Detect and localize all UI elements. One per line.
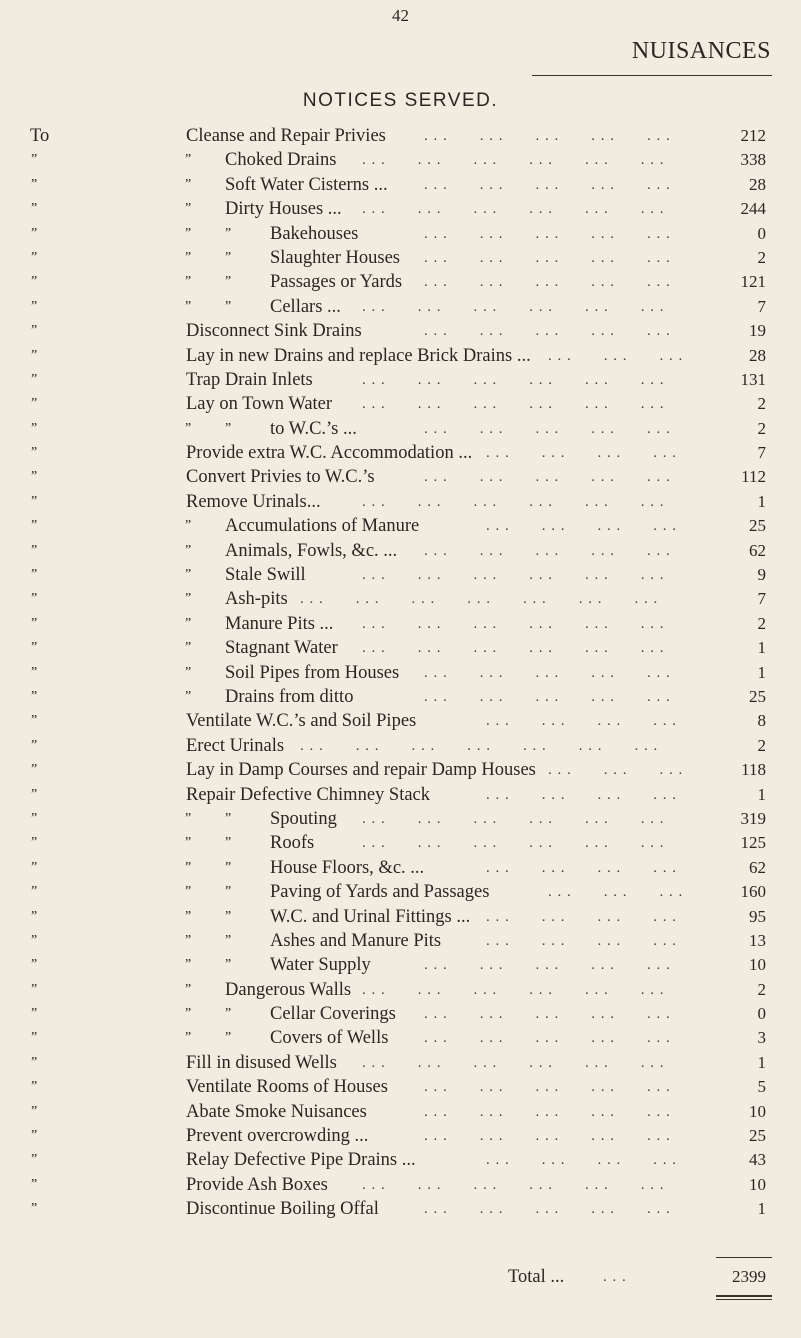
row-label: Repair Defective Chimney Stack xyxy=(186,784,431,805)
ditto-mark: ” xyxy=(185,591,192,607)
ditto-mark: ” xyxy=(225,249,232,265)
row-label: Covers of Wells xyxy=(270,1028,389,1049)
dot-leader: . . . . . . . . . . . . . . . xyxy=(424,249,671,266)
row-prefix: ” xyxy=(31,176,38,192)
dot-leader: . . . . . . . . . . . . . . . xyxy=(424,469,671,486)
total-leader: . . . xyxy=(603,1269,627,1285)
row-label: Accumulations of Manure xyxy=(225,516,420,537)
row-prefix: To xyxy=(30,126,50,146)
row-prefix: ” xyxy=(31,567,38,583)
row-label: Ash-pits xyxy=(225,589,288,610)
ditto-mark: ” xyxy=(185,835,192,851)
dot-leader: . . . . . . . . . . . . . . . xyxy=(424,542,671,559)
row-label: Roofs xyxy=(270,833,315,854)
row-value: 10 xyxy=(749,1174,766,1194)
row-label: Disconnect Sink Drains xyxy=(186,321,362,342)
row-value: 25 xyxy=(749,516,766,536)
dot-leader: . . . . . . . . . . . . xyxy=(486,932,677,949)
row-prefix: ” xyxy=(31,1054,38,1070)
ditto-mark: ” xyxy=(185,908,192,924)
dot-leader: . . . . . . . . . . . . xyxy=(486,713,677,730)
row-label: Slaughter Houses xyxy=(270,247,400,268)
row-value: 62 xyxy=(749,540,766,560)
dot-leader: . . . . . . . . . . . . xyxy=(486,518,677,535)
ditto-mark: ” xyxy=(185,981,192,997)
ditto-mark: ” xyxy=(225,859,232,875)
row-label: Dangerous Walls xyxy=(225,979,352,1000)
row-label: Remove Urinals... xyxy=(186,491,321,512)
row-label: Choked Drains xyxy=(225,150,337,171)
row-value: 13 xyxy=(749,930,766,950)
table-row xyxy=(0,344,801,368)
row-label: Soft Water Cisterns ... xyxy=(225,174,388,195)
dot-leader: . . . . . . . . . . . . . . . . . . xyxy=(362,835,665,852)
ditto-mark: ” xyxy=(185,640,192,656)
row-label: Cleanse and Repair Privies xyxy=(186,126,386,146)
dot-leader: . . . . . . . . . xyxy=(548,884,684,901)
dot-leader: . . . . . . . . . . . . . . . . . . xyxy=(362,396,665,413)
row-prefix: ” xyxy=(31,737,38,753)
row-label: Abate Smoke Nuisances xyxy=(186,1101,367,1122)
table-row xyxy=(0,1051,801,1075)
row-prefix: ” xyxy=(31,518,38,534)
table-row xyxy=(0,685,801,709)
row-label: Ashes and Manure Pits xyxy=(270,930,442,951)
dot-leader: . . . . . . . . . . . . . . . . . . xyxy=(362,615,665,632)
dot-leader: . . . . . . . . . . . . . . . . . . xyxy=(362,810,665,827)
dot-leader: . . . . . . . . . . . . xyxy=(486,1152,677,1169)
dot-leader: . . . . . . . . . . . . . . . xyxy=(424,688,671,705)
dot-leader: . . . . . . . . . . . . . . . . . . xyxy=(362,981,665,998)
table-row xyxy=(0,392,801,416)
row-label: Spouting xyxy=(270,808,337,829)
table-row xyxy=(0,709,801,733)
row-prefix: ” xyxy=(31,420,38,436)
row-prefix: ” xyxy=(31,1030,38,1046)
row-value: 43 xyxy=(749,1150,766,1170)
table-heading: NOTICES SERVED. xyxy=(302,90,499,111)
ditto-mark: ” xyxy=(185,518,192,534)
ditto-mark: ” xyxy=(225,835,232,851)
table-row xyxy=(0,539,801,563)
row-prefix: ” xyxy=(31,786,38,802)
ditto-mark: ” xyxy=(185,810,192,826)
row-prefix: ” xyxy=(31,542,38,558)
ditto-mark: ” xyxy=(225,274,232,290)
row-value: 319 xyxy=(740,808,766,828)
dot-leader: . . . . . . . . . . . . . . . . . . xyxy=(362,152,665,169)
row-value: 9 xyxy=(757,565,766,585)
row-value: 125 xyxy=(740,833,766,853)
row-prefix: ” xyxy=(31,762,38,778)
row-prefix: ” xyxy=(31,713,38,729)
dot-leader: . . . . . . . . . . . . . . . xyxy=(424,1128,671,1145)
dot-leader: . . . . . . . . . xyxy=(548,762,684,779)
total-row xyxy=(0,1264,801,1290)
table-row xyxy=(0,465,801,489)
row-prefix: ” xyxy=(31,1152,38,1168)
ditto-mark: ” xyxy=(185,567,192,583)
row-value: 0 xyxy=(757,1004,766,1024)
row-label: Drains from ditto xyxy=(225,686,354,707)
row-prefix: ” xyxy=(31,225,38,241)
dot-leader: . . . . . . . . . . . . . . . . . . . . . xyxy=(300,737,659,754)
row-value: 2 xyxy=(757,735,766,755)
row-label: Cellar Coverings xyxy=(270,1004,396,1025)
ditto-mark: ” xyxy=(185,859,192,875)
row-label: Lay on Town Water xyxy=(186,394,333,415)
table-row xyxy=(0,1148,801,1172)
ditto-mark: ” xyxy=(225,225,232,241)
row-value: 244 xyxy=(740,199,766,219)
dot-leader: . . . . . . . . . . . . . . . . . . . . . xyxy=(300,591,659,608)
row-label: Stagnant Water xyxy=(225,638,338,659)
row-prefix: ” xyxy=(31,1079,38,1095)
row-label: Prevent overcrowding ... xyxy=(186,1126,369,1147)
ditto-mark: ” xyxy=(225,908,232,924)
table-row xyxy=(0,587,801,611)
row-label: to W.C.’s ... xyxy=(270,418,357,439)
table-row xyxy=(0,222,801,246)
ditto-mark: ” xyxy=(185,615,192,631)
row-label: Provide Ash Boxes xyxy=(186,1174,328,1195)
row-prefix: ” xyxy=(31,1006,38,1022)
row-prefix: ” xyxy=(31,249,38,265)
row-label: Bakehouses xyxy=(270,223,359,244)
table-row xyxy=(0,831,801,855)
dot-leader: . . . . . . . . . . . . . . . xyxy=(424,176,671,193)
row-prefix: ” xyxy=(31,981,38,997)
row-value: 28 xyxy=(749,174,766,194)
row-label: House Floors, &c. ... xyxy=(270,857,425,878)
dot-leader: . . . . . . . . . . . . . . . . . . xyxy=(362,298,665,315)
ditto-mark: ” xyxy=(185,688,192,704)
row-value: 160 xyxy=(740,882,766,902)
row-value: 131 xyxy=(740,369,766,389)
row-label: Ventilate Rooms of Houses xyxy=(186,1077,388,1098)
row-value: 62 xyxy=(749,857,766,877)
table-row xyxy=(0,758,801,782)
row-label: Fill in disused Wells xyxy=(186,1052,337,1073)
table-row xyxy=(0,124,801,148)
table-row xyxy=(0,905,801,929)
dot-leader: . . . . . . . . . . . . . . . . . . xyxy=(362,567,665,584)
total-rule xyxy=(716,1257,772,1258)
row-prefix: ” xyxy=(31,396,38,412)
total-value: 2399 xyxy=(732,1267,766,1286)
dot-leader: . . . . . . . . . . . . . . . . . . xyxy=(362,1054,665,1071)
row-value: 0 xyxy=(757,223,766,243)
row-prefix: ” xyxy=(31,664,38,680)
row-prefix: ” xyxy=(31,1176,38,1192)
ditto-mark: ” xyxy=(185,664,192,680)
ditto-mark: ” xyxy=(225,957,232,973)
dot-leader: . . . . . . . . . . . . . . . . . . xyxy=(362,640,665,657)
table-row xyxy=(0,246,801,270)
dot-leader: . . . . . . . . . . . . . . . xyxy=(424,1030,671,1047)
ditto-mark: ” xyxy=(185,249,192,265)
row-prefix: ” xyxy=(31,298,38,314)
row-value: 1 xyxy=(757,662,766,682)
notices-list xyxy=(0,124,801,1222)
ditto-mark: ” xyxy=(185,201,192,217)
dot-leader: . . . . . . . . . . . . xyxy=(486,908,677,925)
row-prefix: ” xyxy=(31,469,38,485)
row-label: Relay Defective Pipe Drains ... xyxy=(186,1150,416,1171)
row-prefix: ” xyxy=(31,201,38,217)
row-prefix: ” xyxy=(31,1201,38,1217)
row-value: 212 xyxy=(740,126,766,145)
row-label: W.C. and Urinal Fittings ... xyxy=(270,906,471,927)
row-value: 25 xyxy=(749,1126,766,1146)
row-value: 7 xyxy=(757,296,766,316)
row-label: Dirty Houses ... xyxy=(225,199,342,220)
row-label: Manure Pits ... xyxy=(225,613,334,634)
table-row xyxy=(0,636,801,660)
dot-leader: . . . . . . . . . . . . . . . . . . xyxy=(362,1176,665,1193)
table-row xyxy=(0,295,801,319)
row-prefix: ” xyxy=(31,323,38,339)
row-label: Provide extra W.C. Accommodation ... xyxy=(186,443,473,464)
dot-leader: . . . . . . . . . . . . . . . xyxy=(424,225,671,242)
row-value: 28 xyxy=(749,345,766,365)
row-value: 25 xyxy=(749,686,766,706)
table-row xyxy=(0,1173,801,1197)
row-label: Water Supply xyxy=(270,955,371,976)
row-value: 3 xyxy=(757,1028,766,1048)
table-row xyxy=(0,319,801,343)
row-label: Paving of Yards and Passages xyxy=(270,882,490,903)
row-prefix: ” xyxy=(31,152,38,168)
total-double-rule xyxy=(716,1295,772,1297)
dot-leader: . . . . . . . . . . . . xyxy=(486,445,677,462)
ditto-mark: ” xyxy=(185,1006,192,1022)
dot-leader: . . . . . . . . . xyxy=(548,347,684,364)
row-prefix: ” xyxy=(31,493,38,509)
table-row xyxy=(0,661,801,685)
dot-leader: . . . . . . . . . . . . xyxy=(486,859,677,876)
row-prefix: ” xyxy=(31,957,38,973)
ditto-mark: ” xyxy=(185,932,192,948)
row-prefix: ” xyxy=(31,591,38,607)
table-row xyxy=(0,1124,801,1148)
row-value: 118 xyxy=(741,760,766,780)
table-row xyxy=(0,1197,801,1221)
ditto-mark: ” xyxy=(185,225,192,241)
dot-leader: . . . . . . . . . . . . . . . xyxy=(424,420,671,437)
row-value: 7 xyxy=(757,589,766,609)
dot-leader: . . . . . . . . . . . . . . . xyxy=(424,957,671,974)
ditto-mark: ” xyxy=(185,152,192,168)
table-row xyxy=(0,1026,801,1050)
total-label: Total ... xyxy=(508,1267,565,1287)
row-label: Erect Urinals xyxy=(186,735,285,756)
dot-leader: . . . . . . . . . . . . . . . xyxy=(424,1201,671,1218)
ditto-mark: ” xyxy=(185,298,192,314)
row-prefix: ” xyxy=(31,1103,38,1119)
table-row xyxy=(0,953,801,977)
row-prefix: ” xyxy=(31,615,38,631)
dot-leader: . . . . . . . . . . . . . . . . . . xyxy=(362,201,665,218)
ditto-mark: ” xyxy=(225,1006,232,1022)
table-row xyxy=(0,368,801,392)
row-label: Stale Swill xyxy=(225,565,306,586)
table-row xyxy=(0,563,801,587)
row-prefix: ” xyxy=(31,274,38,290)
dot-leader: . . . . . . . . . . . . . . . xyxy=(424,664,671,681)
row-label: Lay in Damp Courses and repair Damp Houses xyxy=(186,760,536,781)
table-row xyxy=(0,173,801,197)
row-value: 10 xyxy=(749,1101,766,1121)
table-row xyxy=(0,734,801,758)
table-row xyxy=(0,856,801,880)
dot-leader: . . . . . . . . . . . . . . . xyxy=(424,128,671,144)
dot-leader: . . . . . . . . . . . . . . . . . . xyxy=(362,371,665,388)
ditto-mark: ” xyxy=(225,298,232,314)
row-value: 7 xyxy=(757,443,766,463)
row-value: 2 xyxy=(757,394,766,414)
row-prefix: ” xyxy=(31,688,38,704)
table-row xyxy=(0,612,801,636)
title-rule xyxy=(532,75,772,76)
table-row xyxy=(0,417,801,441)
row-value: 19 xyxy=(749,321,766,341)
table-row xyxy=(0,978,801,1002)
dot-leader: . . . . . . . . . . . . . . . xyxy=(424,1006,671,1023)
ditto-mark: ” xyxy=(225,1030,232,1046)
ditto-mark: ” xyxy=(225,810,232,826)
row-value: 1 xyxy=(757,1199,766,1219)
table-row xyxy=(0,197,801,221)
row-value: 112 xyxy=(741,467,766,487)
row-value: 1 xyxy=(757,784,766,804)
row-label: Soil Pipes from Houses xyxy=(225,662,400,683)
table-row xyxy=(0,880,801,904)
row-label: Passages or Yards xyxy=(270,272,403,293)
ditto-mark: ” xyxy=(185,420,192,436)
row-label: Animals, Fowls, &c. ... xyxy=(225,540,398,561)
ditto-mark: ” xyxy=(225,932,232,948)
table-row xyxy=(0,807,801,831)
ditto-mark: ” xyxy=(225,884,232,900)
row-prefix: ” xyxy=(31,908,38,924)
dot-leader: . . . . . . . . . . . . . . . xyxy=(424,1079,671,1096)
ditto-mark: ” xyxy=(225,420,232,436)
row-value: 121 xyxy=(740,272,766,292)
row-label: Trap Drain Inlets xyxy=(186,369,313,390)
dot-leader: . . . . . . . . . . . . . . . xyxy=(424,274,671,291)
table-row xyxy=(0,270,801,294)
row-value: 2 xyxy=(757,613,766,633)
row-value: 8 xyxy=(757,711,766,731)
row-value: 2 xyxy=(757,979,766,999)
row-prefix: ” xyxy=(31,932,38,948)
row-value: 338 xyxy=(740,150,766,170)
ditto-mark: ” xyxy=(185,884,192,900)
table-row xyxy=(0,148,801,172)
table-row xyxy=(0,441,801,465)
row-value: 5 xyxy=(757,1077,766,1097)
row-prefix: ” xyxy=(31,371,38,387)
dot-leader: . . . . . . . . . . . . . . . xyxy=(424,1103,671,1120)
row-prefix: ” xyxy=(31,859,38,875)
row-prefix: ” xyxy=(31,810,38,826)
page-number: 42 xyxy=(392,6,409,25)
row-label: Lay in new Drains and replace Brick Drains ... xyxy=(186,345,531,366)
row-value: 2 xyxy=(757,418,766,438)
row-prefix: ” xyxy=(31,640,38,656)
ditto-mark: ” xyxy=(185,176,192,192)
ditto-mark: ” xyxy=(185,542,192,558)
table-row xyxy=(0,514,801,538)
row-value: 95 xyxy=(749,906,766,926)
row-label: Convert Privies to W.C.’s xyxy=(186,467,375,488)
total-double-rule-lower xyxy=(716,1299,772,1300)
table-row xyxy=(0,490,801,514)
row-prefix: ” xyxy=(31,1128,38,1144)
row-prefix: ” xyxy=(31,445,38,461)
table-row xyxy=(0,1002,801,1026)
ditto-mark: ” xyxy=(185,957,192,973)
ditto-mark: ” xyxy=(185,1030,192,1046)
row-label: Ventilate W.C.’s and Soil Pipes xyxy=(186,711,417,732)
table-row xyxy=(0,1075,801,1099)
row-value: 2 xyxy=(757,247,766,267)
row-value: 1 xyxy=(757,638,766,658)
table-row xyxy=(0,929,801,953)
row-prefix: ” xyxy=(31,884,38,900)
row-value: 10 xyxy=(749,955,766,975)
table-row xyxy=(0,783,801,807)
dot-leader: . . . . . . . . . . . . . . . . . . xyxy=(362,493,665,510)
row-value: 1 xyxy=(757,491,766,511)
section-title: NUISANCES xyxy=(631,38,771,64)
dot-leader: . . . . . . . . . . . . xyxy=(486,786,677,803)
table-row xyxy=(0,1100,801,1124)
dot-leader: . . . . . . . . . . . . . . . xyxy=(424,323,671,340)
row-label: Cellars ... xyxy=(270,296,341,317)
row-value: 1 xyxy=(757,1052,766,1072)
row-prefix: ” xyxy=(31,347,38,363)
row-prefix: ” xyxy=(31,835,38,851)
row-label: Discontinue Boiling Offal xyxy=(186,1199,379,1220)
ditto-mark: ” xyxy=(185,274,192,290)
